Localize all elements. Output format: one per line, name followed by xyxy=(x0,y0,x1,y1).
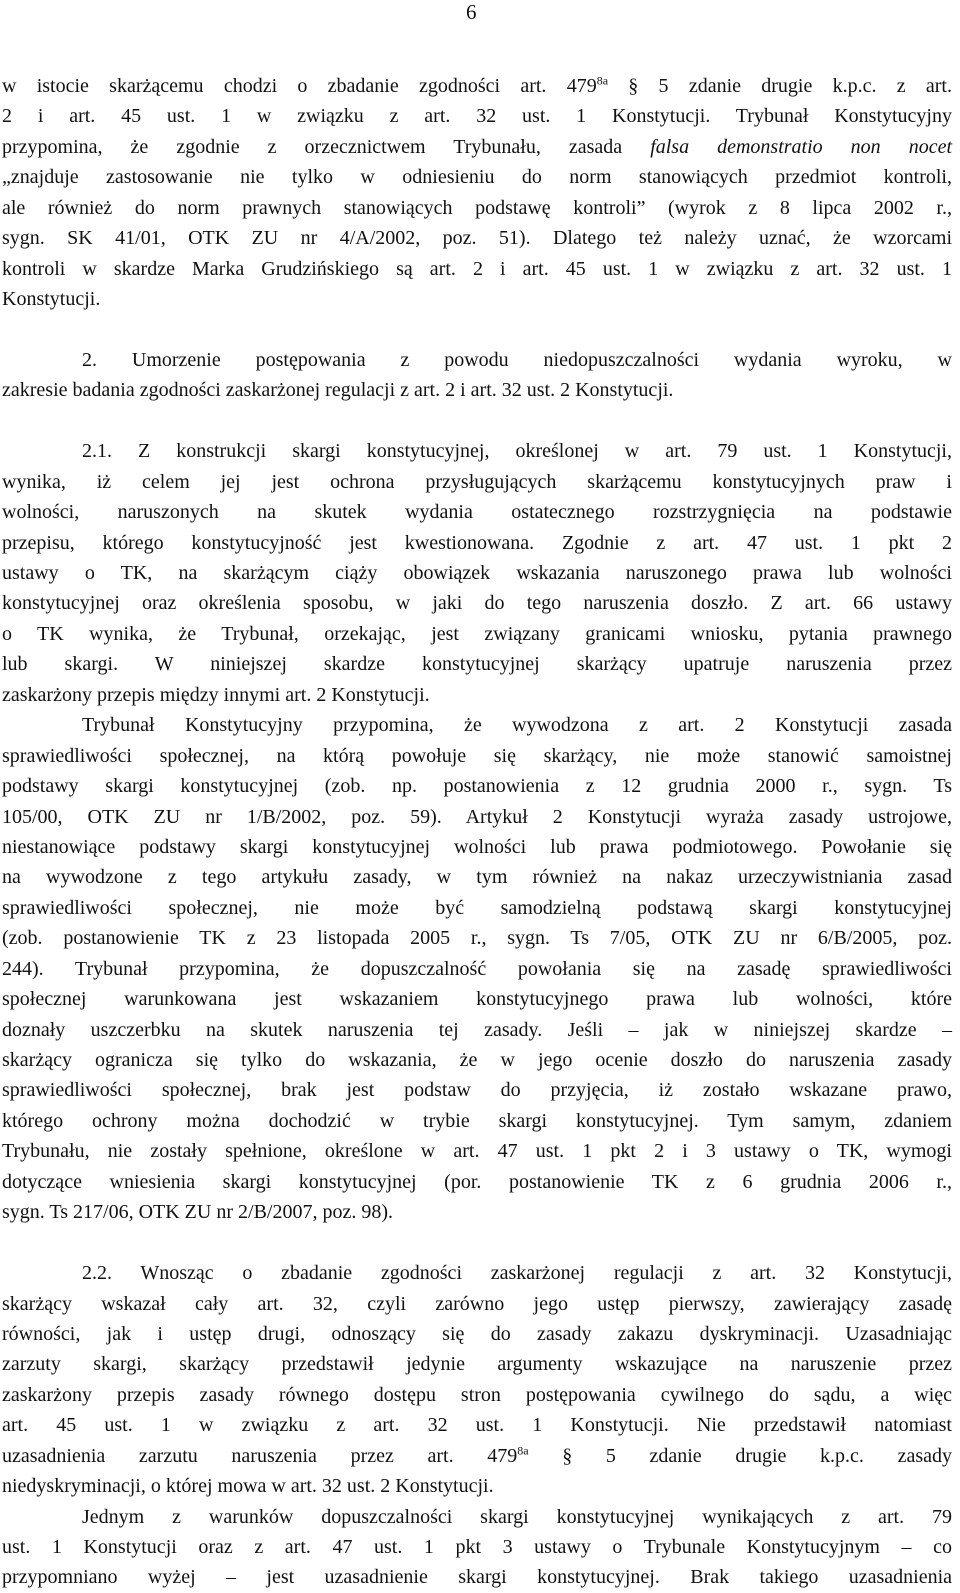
text-segment: skarżący wskazał cały art. 32, czyli zarówno jego ustęp pierwszy, zawierający zasadę xyxy=(2,1292,952,1315)
text-segment: zaskarżony przepis między innymi art. 2 Konstytucji. xyxy=(2,683,430,706)
text-segment: Jednym z warunków dopuszczalności skargi konstytucyjnej wynikających z art. 79 xyxy=(82,1505,952,1528)
paragraph-spacer xyxy=(2,315,952,345)
text-segment: kontroli w skardze Marka Grudzińskiego są art. 2 i art. 45 ust. 1 w związku z art. 32 ust. 1 xyxy=(2,257,952,280)
text-segment: „znajduje zastosowanie nie tylko w odniesieniu do norm stanowiących przedmiot kontroli, xyxy=(2,166,952,189)
text-segment: zarzuty skargi, skarżący przedstawił jedynie argumenty wskazujące na naruszenie przez xyxy=(2,1353,952,1376)
text-segment: lub skargi. W niniejszej skardze konstytucyjnej skarżący upatruje naruszenia przez xyxy=(2,653,952,676)
text-line xyxy=(2,771,952,801)
text-segment: niedyskryminacji, o której mowa w art. 32 ust. 2 Konstytucji. xyxy=(2,1475,494,1498)
text-line xyxy=(2,1471,952,1501)
text-segment: dotyczące wniesienia skargi konstytucyjnej (por. postanowienie TK z 6 grudnia 2006 r., xyxy=(2,1170,952,1193)
text-line xyxy=(2,1502,952,1532)
text-line xyxy=(2,497,952,527)
text-segment: Konstytucji. xyxy=(2,288,101,311)
text-line xyxy=(2,1380,952,1410)
document-body xyxy=(2,71,952,1593)
text-segment: ust. 1 Konstytucji oraz z art. 47 ust. 1 pkt 3 ustawy o Trybunale Konstytucyjnym – co xyxy=(2,1536,952,1558)
text-segment: o TK wynika, że Trybunał, orzekając, jest związany granicami wniosku, pytania prawnego xyxy=(2,622,952,645)
text-segment: ale również do norm prawnych stanowiących podstawę kontroli” (wyrok z 8 lipca 2002 r., xyxy=(2,196,952,219)
text-segment: społecznej warunkowana jest wskazaniem konstytucyjnego prawa lub wolności, które xyxy=(2,988,952,1011)
text-line xyxy=(2,1562,952,1592)
text-segment: przypomina, że zgodnie z orzecznictwem Trybunału, zasada xyxy=(2,135,651,158)
text-segment: Trybunał Konstytucyjny przypomina, że wywodzona z art. 2 Konstytucji zasada xyxy=(82,714,952,737)
text-line xyxy=(2,1106,952,1136)
text-line xyxy=(2,1289,952,1319)
text-line xyxy=(2,802,952,832)
text-line xyxy=(2,710,952,740)
text-segment: zakresie badania zgodności zaskarżonej regulacji z art. 2 i art. 32 ust. 2 Konstytucji. xyxy=(2,379,674,402)
article-superscript: 8a xyxy=(596,73,609,88)
text-line xyxy=(2,1441,952,1471)
text-segment: którego ochrony można dochodzić w trybie skargi konstytucyjnej. Tym samym, zdaniem xyxy=(2,1109,952,1132)
text-line xyxy=(2,223,952,253)
text-segment: skarżący ogranicza się tylko do wskazania, że w jego ocenie doszło do naruszenia zasady xyxy=(2,1049,952,1071)
text-segment: w istocie skarżącemu chodzi o zbadanie zgodności art. 479 xyxy=(2,75,597,97)
text-segment: 2.2. Wnosząc o zbadanie zgodności zaskarżonej regulacji z art. 32 Konstytucji, xyxy=(82,1262,952,1285)
text-segment: 2. Umorzenie postępowania z powodu niedopuszczalności wydania wyroku, w xyxy=(82,348,952,371)
text-line xyxy=(2,649,952,679)
text-line xyxy=(2,862,952,892)
text-segment: na wywodzone z tego artykułu zasady, w tym również na nakaz urzeczywistniania zasad xyxy=(2,866,952,889)
text-line xyxy=(2,893,952,923)
text-line xyxy=(2,832,952,862)
text-line xyxy=(2,1015,952,1045)
text-line xyxy=(2,984,952,1014)
text-line xyxy=(2,588,952,618)
text-segment: przepisu, którego konstytucyjność jest kwestionowana. Zgodnie z art. 47 ust. 1 pkt 2 xyxy=(2,531,952,554)
text-line xyxy=(2,1075,952,1105)
text-line xyxy=(2,619,952,649)
article-superscript: 8a xyxy=(517,1443,529,1458)
text-line xyxy=(2,436,952,466)
text-line xyxy=(2,1410,952,1440)
text-line xyxy=(2,193,952,223)
paragraph-spacer xyxy=(2,1228,952,1258)
text-segment: konstytucyjnej oraz określenia sposobu, w jaki do tego naruszenia doszło. Z art. 66 ustawy xyxy=(2,592,952,615)
text-line xyxy=(2,954,952,984)
text-line xyxy=(2,71,952,101)
text-line xyxy=(2,741,952,771)
text-segment: sprawiedliwości społecznej, na którą powołuje się skarżący, nie może stanowić samoistnej xyxy=(2,744,952,767)
text-line xyxy=(2,1258,952,1288)
text-segment: podstawy skargi konstytucyjnej (zob. np. postanowienia z 12 grudnia 2000 r., sygn. Ts xyxy=(2,775,952,798)
text-segment: sprawiedliwości społecznej, brak jest podstaw do przyjęcia, iż zostało wskazane prawo, xyxy=(2,1079,952,1102)
text-segment: sygn. SK 41/01, OTK ZU nr 4/A/2002, poz. 51). Dlatego też należy uznać, że wzorcami xyxy=(2,227,952,250)
text-line xyxy=(2,162,952,192)
text-segment: 2 i art. 45 ust. 1 w związku z art. 32 ust. 1 Konstytucji. Trybunał Konstytucyjny xyxy=(2,105,952,128)
text-segment: doznały uszczerbku na skutek naruszenia tej zasady. Jeśli – jak w niniejszej skardze – xyxy=(2,1018,952,1041)
text-line xyxy=(2,528,952,558)
text-line xyxy=(2,284,952,314)
text-segment: sygn. Ts 217/06, OTK ZU nr 2/B/2007, poz. 98). xyxy=(2,1201,393,1224)
text-line xyxy=(2,1045,952,1075)
text-segment: równości, jak i ustęp drugi, odnoszący się do zasady zakazu dyskryminacji. Uzasadniając xyxy=(2,1322,952,1345)
text-line xyxy=(2,1319,952,1349)
italic-term: falsa demonstratio non nocet xyxy=(650,135,953,158)
text-line xyxy=(2,558,952,588)
text-segment: uzasadnienia zarzutu naruszenia przez art. 479 xyxy=(2,1444,518,1467)
text-line xyxy=(2,467,952,497)
text-segment: 244). Trybunał przypomina, że dopuszczalność powołania się na zasadę sprawiedliwości xyxy=(2,957,952,980)
text-segment: Trybunału, nie zostały spełnione, określone w art. 47 ust. 1 pkt 2 i 3 ustawy o TK, wymogi xyxy=(2,1140,952,1163)
text-segment: 2.1. Z konstrukcji skargi konstytucyjnej, określonej w art. 79 ust. 1 Konstytucji, xyxy=(82,440,952,463)
text-segment: art. 45 ust. 1 w związku z art. 32 ust. 1 Konstytucji. Nie przedstawił natomiast xyxy=(2,1414,952,1437)
text-line xyxy=(2,1349,952,1379)
paragraph-spacer xyxy=(2,406,952,436)
text-line xyxy=(2,1532,952,1562)
text-line xyxy=(2,1167,952,1197)
text-line xyxy=(2,680,952,710)
text-segment: wynika, iż celem jej jest ochrona przysługujących skarżącemu konstytucyjnych praw i xyxy=(2,470,952,493)
text-line xyxy=(2,375,952,405)
text-line xyxy=(2,254,952,284)
text-segment: 105/00, OTK ZU nr 1/B/2002, poz. 59). Artykuł 2 Konstytucji wyraża zasady ustrojowe, xyxy=(2,805,952,828)
text-segment: zaskarżony przepis zasady równego dostępu stron postępowania cywilnego do sądu, a więc xyxy=(2,1383,952,1406)
text-segment: ustawy o TK, na skarżącym ciąży obowiązek wskazania naruszonego prawa lub wolności xyxy=(2,562,952,584)
text-segment: sprawiedliwości społecznej, nie może być samodzielną podstawą skargi konstytucyjnej xyxy=(2,896,952,919)
text-segment: przypomniano wyżej – jest uzasadnienie skargi konstytucyjnej. Brak takiego uzasadnienia xyxy=(2,1566,952,1589)
text-segment: (zob. postanowienie TK z 23 listopada 2005 r., sygn. Ts 7/05, OTK ZU nr 6/B/2005, poz. xyxy=(2,927,952,950)
text-segment: § 5 zdanie drugie k.p.c. z art. xyxy=(608,75,952,97)
text-segment: wolności, naruszonych na skutek wydania ostatecznego rozstrzygnięcia na podstawie xyxy=(2,501,952,524)
text-line xyxy=(2,132,952,162)
text-segment: § 5 zdanie drugie k.p.c. zasady xyxy=(528,1444,952,1467)
text-line xyxy=(2,923,952,953)
page-number: 6 xyxy=(466,0,477,24)
text-line xyxy=(2,1136,952,1166)
text-line xyxy=(2,1197,952,1227)
text-line xyxy=(2,345,952,375)
text-line xyxy=(2,101,952,131)
text-segment: niestanowiące podstawy skargi konstytucyjnej wolności lub prawa podmiotowego. Powołanie się xyxy=(2,835,952,858)
